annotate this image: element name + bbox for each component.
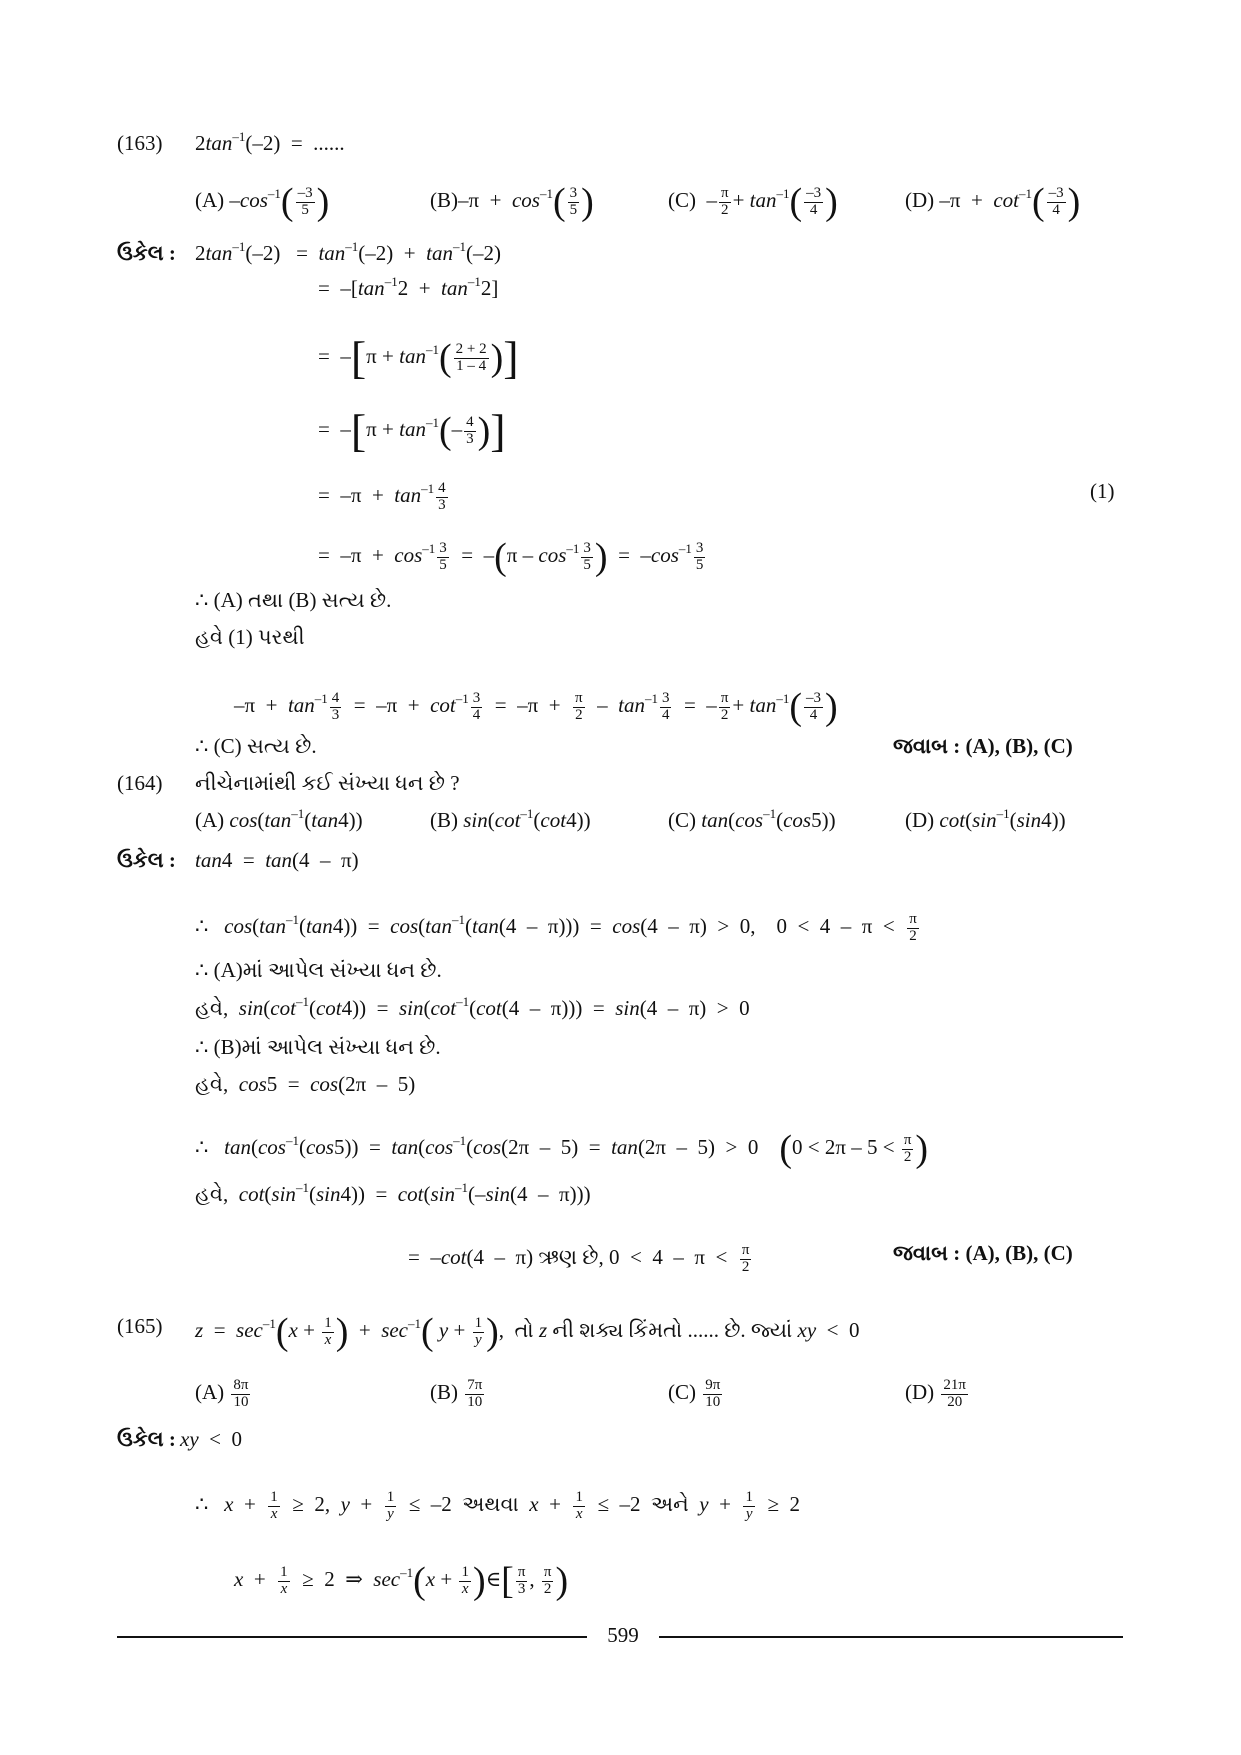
q165-step-2: ∴ x + $\frac{1}{x}$ ≥ 2, y + $\frac{1}{y}$ ≤ –2 અથવા x + $\frac{1}{x}$ ≤ –2 અને y + $\frac{1}{y}$ ≥ 2: [195, 1489, 800, 1522]
q164-option-d: (D) $\cot(\sin^{-1}(\sin 4))$: [905, 806, 1066, 832]
q165-number: (165): [117, 1314, 163, 1338]
q165-option-c: (C) $\frac{9\pi}{10}$: [668, 1377, 721, 1410]
q163-step-2: = $-[\tan^{-1}2 + \tan^{-1}2]$: [318, 274, 499, 300]
q164-solution-label: ઉકેલ :: [117, 848, 176, 872]
q164-stem: નીચેનામાંથી કઈ સંખ્યા ધન છે ?: [195, 771, 460, 795]
q164-option-c: (C) $\tan(\cos^{-1}(\cos 5))$: [668, 806, 836, 832]
q163-conclusion-1: ∴ (A) તથા (B) સત્ય છે.: [195, 588, 392, 612]
q164-step-3: ∴ (A)માં આપેલ સંખ્યા ધન છે.: [195, 958, 442, 982]
q163-solution-label: ઉકેલ :: [117, 241, 176, 265]
q163-step-3: = $-[\pi + \tan^{-1}$( $\frac{2 + 2}{1 - 4}$ )]: [318, 332, 519, 383]
q163-step-4: = $-[\pi + \tan^{-1}(-$ $\frac{4}{3}$ )]: [318, 405, 506, 456]
q163-conclusion-2: ∴ (C) સત્ય છે.: [195, 734, 317, 758]
q163-step-5: = $-\pi + \tan^{-1}$ $\frac{4}{3}$: [318, 480, 446, 513]
q163-option-d: (D) $-\pi + \cot^{-1}$( $\frac{-3}{4}$ ): [905, 181, 1081, 224]
q165-solution-label: ઉકેલ :: [117, 1427, 176, 1451]
q163-option-a: (A) $-\cos^{-1}$( $\frac{-3}{5}$ ): [195, 181, 330, 224]
q165-option-a: (A) $\frac{8\pi}{10}$: [195, 1377, 249, 1410]
q164-step-6: હવે, cos5 = cos(2π – 5): [195, 1072, 416, 1096]
q163-step-1: $2\tan^{-1}(-2) = \tan^{-1}(-2) + \tan^{-1}(-2)$: [195, 239, 501, 265]
q164-option-a: (A) $\cos(\tan^{-1}(\tan 4))$: [195, 806, 363, 832]
q163-step-6: = $-\pi + \cos^{-1}$ $\frac{3}{5}$ = $-(\pi - \cos^{-1}$ $\frac{3}{5}$ ) = $-\cos^{-1}$ $\frac{3}{5}$: [318, 536, 704, 579]
q163-option-c: (C) – $\frac{\pi}{2}$ + $\tan^{-1}$( $\frac{-3}{4}$ ): [668, 181, 838, 224]
q165-option-b: (B) $\frac{7\pi}{10}$: [430, 1377, 483, 1410]
q164-step-2: ∴ $\cos(\tan^{-1}(\tan 4)) = \cos(\tan^{-1}(\tan(4 - \pi))) = \cos(4 - \pi) > 0$, 0 < 4 – π < $\frac{\pi}{2}$: [195, 911, 917, 944]
q164-answer: જવાબ : (A), (B), (C): [893, 1241, 1073, 1265]
footer-rule-left: [117, 1636, 587, 1638]
q164-step-4: હવે, $\sin(\cot^{-1}(\cot 4)) = \sin(\cot^{-1}(\cot(4 - \pi))) = \sin(4 - \pi) > 0$: [195, 994, 750, 1020]
q164-step-8: હવે, $\cot(\sin^{-1}(\sin 4)) = \cot(\sin^{-1}(-\sin(4 - \pi)))$: [195, 1180, 591, 1206]
q164-step-1: tan4 = tan(4 – π): [195, 848, 359, 872]
q164-option-b: (B) $\sin(\cot^{-1}(\cot 4))$: [430, 806, 591, 832]
q163-option-b: $(B)-\pi + \cos^{-1}$( $\frac{3}{5}$ ): [430, 181, 594, 224]
q163-stem: $2\tan^{-1}(-2)$ = ......: [195, 129, 345, 155]
q163-step-c: $-\pi + \tan^{-1}$ $\frac{4}{3}$ = $-\pi + \cot^{-1}$ $\frac{3}{4}$ = –π + $\frac{\pi}{2}$ – $\tan^{-1}$ $\frac{3}{4}$ = – $\frac{\pi}{2}$ + $\tan^{-1}$( $\frac{-3}{4}$ ): [234, 686, 838, 729]
q164-step-7: ∴ $\tan(\cos^{-1}(\cos 5)) = \tan(\cos^{-1}(\cos(2\pi - 5) = \tan(2\pi - 5) > 0$ (0 < 2π – 5 < $\frac{\pi}{2}$ ): [195, 1128, 929, 1171]
page-number: 599: [607, 1623, 639, 1647]
q165-step-3: x + $\frac{1}{x}$ ≥ 2 ⇒ $\sec^{-1}(x$ + $\frac{1}{x}$ )∈[ $\frac{\pi}{3}$ , $\frac{\pi}{2}$ ): [234, 1560, 569, 1603]
q164-step-5: ∴ (B)માં આપેલ સંખ્યા ધન છે.: [195, 1035, 441, 1059]
q165-stem: $z = \sec^{-1}(x$ + $\frac{1}{x}$ ) + $\sec^{-1}$( y + $\frac{1}{y}$ ), તો z ની શક્ય કિંમતો ...... છે. જ્યાં xy < 0: [195, 1311, 860, 1354]
q163-equation-tag: (1): [1090, 479, 1115, 503]
q163-number: (163): [117, 131, 163, 155]
q164-number: (164): [117, 771, 163, 795]
footer-rule-right: [659, 1636, 1123, 1638]
q164-step-9: = –cot(4 – π) ઋણ છે, 0 < 4 – π < $\frac{\pi}{2}$: [408, 1242, 750, 1275]
q163-now-from: હવે (1) પરથી: [195, 625, 305, 649]
q165-step-1: xy < 0: [180, 1427, 242, 1451]
q163-answer: જવાબ : (A), (B), (C): [893, 734, 1073, 758]
q165-option-d: (D) $\frac{21\pi}{20}$: [905, 1377, 966, 1410]
